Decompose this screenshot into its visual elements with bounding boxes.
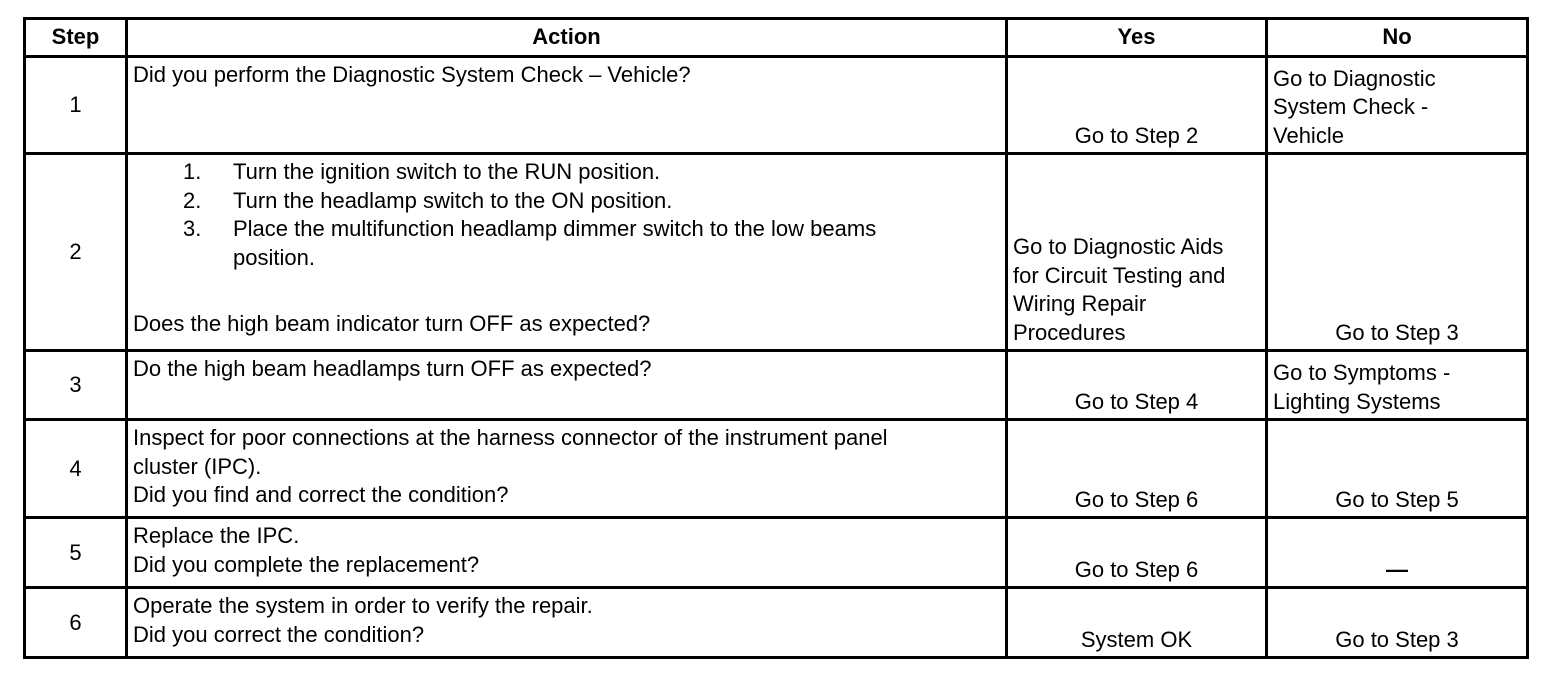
yes-cell: Go to Step 4 bbox=[1007, 351, 1267, 420]
yes-text: Procedures bbox=[1013, 319, 1126, 345]
table-row bbox=[25, 351, 1528, 420]
action-text: Did you correct the condition? bbox=[133, 621, 425, 647]
no-text: Vehicle bbox=[1273, 122, 1344, 148]
no-cell bbox=[1267, 351, 1528, 420]
header-row bbox=[25, 19, 1528, 57]
yes-cell: Go to Step 6 bbox=[1007, 518, 1267, 588]
step-number: 3 bbox=[25, 351, 127, 420]
substep-item bbox=[183, 187, 1000, 216]
yes-text: for Circuit Testing and bbox=[1013, 262, 1226, 288]
step-number: 1 bbox=[25, 57, 127, 154]
action-cell bbox=[127, 420, 1007, 518]
no-text: Go to Diagnostic bbox=[1273, 65, 1436, 91]
step-number: 2 bbox=[25, 154, 127, 351]
action-cell bbox=[127, 154, 1007, 351]
action-text: Replace the IPC. bbox=[133, 523, 300, 548]
action-cell bbox=[127, 518, 1007, 588]
action-text: Do the high beam headlamps turn OFF as expected? bbox=[133, 356, 652, 381]
yes-text: Wiring Repair bbox=[1013, 291, 1147, 316]
substep-number: 3. bbox=[183, 216, 202, 241]
action-cell bbox=[127, 57, 1007, 154]
action-text: Did you find and correct the condition? bbox=[133, 482, 509, 507]
no-text: System Check - bbox=[1273, 94, 1429, 119]
action-question: Does the high beam indicator turn OFF as expected? bbox=[133, 311, 651, 336]
table-row bbox=[25, 57, 1528, 154]
no-text: Go to Symptoms - bbox=[1273, 360, 1451, 385]
yes-cell: System OK bbox=[1007, 588, 1267, 658]
substep-item bbox=[183, 215, 1000, 272]
no-cell: Go to Step 3 bbox=[1267, 154, 1528, 351]
action-text: Operate the system in order to verify the repair. bbox=[133, 593, 593, 618]
header-no: No bbox=[1267, 19, 1528, 57]
action-text: Inspect for poor connections at the harness connector of the instrument panel bbox=[133, 425, 888, 450]
header-step: Step bbox=[25, 19, 127, 57]
header-action: Action bbox=[127, 19, 1007, 57]
table-row bbox=[25, 518, 1528, 588]
substep-number: 1. bbox=[183, 159, 202, 184]
diagnostic-table bbox=[23, 17, 1529, 659]
substep-list bbox=[133, 158, 1000, 272]
no-cell: Go to Step 5 bbox=[1267, 420, 1528, 518]
step-number: 6 bbox=[25, 588, 127, 658]
action-text: cluster (IPC). bbox=[133, 453, 262, 479]
yes-cell bbox=[1007, 154, 1267, 351]
substep-text: position. bbox=[233, 244, 315, 270]
substep-text: Place the multifunction headlamp dimmer switch to the low beams bbox=[233, 216, 877, 241]
no-cell bbox=[1267, 57, 1528, 154]
yes-text: Go to Diagnostic Aids bbox=[1013, 234, 1224, 259]
step-number: 5 bbox=[25, 518, 127, 588]
substep-text: Turn the ignition switch to the RUN position. bbox=[233, 159, 661, 184]
header-yes: Yes bbox=[1007, 19, 1267, 57]
yes-cell: Go to Step 2 bbox=[1007, 57, 1267, 154]
no-text: Lighting Systems bbox=[1273, 388, 1441, 414]
spacer bbox=[133, 272, 1000, 310]
no-cell: Go to Step 3 bbox=[1267, 588, 1528, 658]
substep-item bbox=[183, 158, 1000, 187]
action-text: Did you complete the replacement? bbox=[133, 551, 480, 577]
no-cell: — bbox=[1267, 518, 1528, 588]
action-text: Did you perform the Diagnostic System Check – Vehicle? bbox=[133, 62, 691, 87]
substep-text: Turn the headlamp switch to the ON position. bbox=[233, 187, 673, 213]
yes-cell: Go to Step 6 bbox=[1007, 420, 1267, 518]
step-number: 4 bbox=[25, 420, 127, 518]
substep-number: 2. bbox=[183, 187, 202, 213]
table-row bbox=[25, 420, 1528, 518]
action-cell bbox=[127, 351, 1007, 420]
table-row bbox=[25, 588, 1528, 658]
action-cell bbox=[127, 588, 1007, 658]
table-row bbox=[25, 154, 1528, 351]
